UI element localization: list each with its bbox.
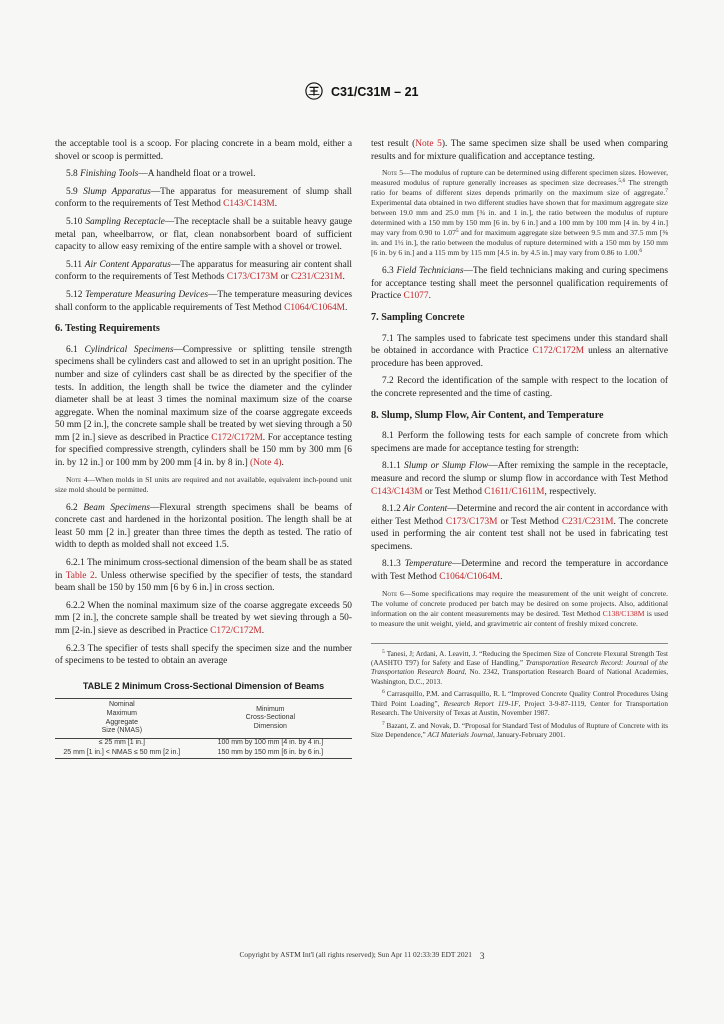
footnote-6: $^6$ Carrasquillo, P.M. and Carrasquillo, R. L “Improved Concrete Quality Control Procedures Using Third Point Loading”, Research Report 119-1F, Project 3-9-87-1119, Center for Transportation Research. The University of Texas at Austin, November 1987. bbox=[371, 689, 668, 718]
link-c172[interactable]: C172/C172M bbox=[210, 626, 262, 636]
link-c143[interactable]: C143/C143M bbox=[371, 486, 423, 497]
table-row: 25 mm [1 in.] < NMAS ≤ 50 mm [2 in.] 150 mm by 150 mm [6 in. by 6 in.] bbox=[55, 748, 352, 758]
section-5-11: 5.11 Air Content Apparatus—The apparatus for measuring air content shall conform to the requirements of Test Methods C173/C173M or C231/C231M. bbox=[55, 259, 352, 283]
link-c231[interactable]: C231/C231M bbox=[561, 516, 614, 527]
section-6-2-1: 6.2.1 The minimum cross-sectional dimension of the beam shall be as stated in Table 2. Unless otherwise specified by the specifier of tests, the standard beam shall be 150 by 150 mm [6 by 6 in.] in cross section. bbox=[55, 558, 353, 594]
link-c1064[interactable]: C1064/C1064M bbox=[439, 572, 501, 583]
section-5-8: 5.8 Finishing Tools—A handheld float or a trowel. bbox=[66, 169, 256, 180]
note-5: Note 5—The modulus of rupture can be determined using different specimen sizes. However, measured modulus of rupture generally increases as specimen size decreases.$^{5,6}$ The strength ratio for beams of different sizes depends primarily on the maximum size of aggregate.$^7$ Experimental data obtained in two different studies have shown that for maximum aggregate size between 19.0 mm and 25.0 mm [¾ in. and 1 in.], the ratio between the modulus of rupture determined with a 150 mm by 150 mm [6 in. by 6 in.] and a 100 mm by 100 mm [4 in. by 4 in.] may vary from 0.90 to 1.07$^5$ and for maximum aggregate size between 9.5 mm and 37.5 mm [⅜ in. and 1½ in.], the ratio between the modulus of rupture determined with a 150 mm by 150 mm [6 in. by 6 in.] and a 115 mm by 115 mm [4.5 in. by 4.5 in.] may vary from 0.86 to 1.00.$^6$ bbox=[371, 168, 669, 258]
footnote-5: $^5$ Tanesi, J; Ardani, A. Leavitt, J. “Reducing the Specimen Size of Concrete Flexural Strength Test (AASHTO T97) for Safety and Ease of Handling,” Transportation Research Record: Journal of the Transportation Research Board, No. 2342, Transportation Research Board of National Academies, Washington, D.C., 2013. bbox=[371, 648, 668, 686]
section-8-1-3: 8.1.3 Temperature—Determine and record the temperature in accordance with Test Method C1064/C1064M. bbox=[371, 559, 669, 583]
section-8-1-1: 8.1.1 Slump or Slump Flow—After remixing the sample in the receptacle, measure and record the slump or slump flow in accordance with Test Method C143/C143M or Test Method C1611/C1611M, respectively. bbox=[371, 461, 669, 497]
paragraph-continued: the acceptable tool is a scoop. For placing concrete in a beam mold, either a shovel or scoop is permitted. bbox=[55, 139, 352, 162]
section-6-2-3: 6.2.3 The specifier of tests shall specify the specimen size and the number of specimens to be tested to obtain an average bbox=[55, 643, 352, 667]
link-c173[interactable]: C173/C173M bbox=[226, 272, 279, 283]
section-6-1: 6.1 Cylindrical Specimens—Compressive or splitting tensile strength specimens shall be cylinders cast and allowed to set in an upright position. The number and size of cylinders cast shall be as directed by the specifier of the tests. In addition, the length shall be twice the diameter and the cylinder diameter shall be at least 3 times the nominal maximum size of the coarse aggregate. When the nominal maximum size of the coarse aggregate exceeds 50 mm [2 in.], the concrete sample shall be treated by wet sieving through a 50 mm [2 in.] sieve as described in Practice C172/C172M. For acceptance testing for specified compressive strength, cylinders shall be 150 mm by 300 mm [6 in. by 12 in.] or 100 mm by 200 mm [4 in. by 8 in.] (Note 4). bbox=[55, 344, 352, 469]
note-6: Note 6—Some specifications may require the measurement of the unit weight of concrete. The volume of concrete produced per batch may be desired on some projects. Also, additional information on the air content measurements may be desired. Test Method C138/C138M is used to measure the unit weight, yield, and gravimetric air content of freshly mixed concrete. bbox=[371, 588, 668, 628]
link-c173[interactable]: C173/C173M bbox=[445, 516, 498, 527]
section-8-heading: 8. Slump, Slump Flow, Air Content, and Temperature bbox=[371, 409, 604, 421]
link-note-4[interactable]: (Note 4) bbox=[250, 458, 282, 469]
section-7-1: 7.1 The samples used to fabricate test specimens under this standard shall be obtained in accordance with Practice C172/C172M unless an alternative procedure has been approved. bbox=[371, 333, 668, 369]
paragraph-continued: test result (Note 5). The same specimen size shall be used when comparing results and for mixture qualification and acceptance testing. bbox=[371, 139, 668, 162]
section-6-3: 6.3 Field Technicians—The field technicians making and curing specimens for acceptance testing shall meet the personnel qualification requirements of Practice C1077. bbox=[371, 266, 669, 302]
link-c172[interactable]: C172/C172M bbox=[211, 432, 263, 443]
table-header: Nominal Maximum Aggregate Size (NMAS) bbox=[101, 701, 143, 735]
link-note-5[interactable]: Note 5 bbox=[415, 139, 442, 149]
table-row: ≤ 25 mm [1 in.] 100 mm by 100 mm [4 in. by 4 in.] bbox=[98, 739, 324, 747]
left-column bbox=[55, 138, 352, 759]
link-c143[interactable]: C143/C143M bbox=[223, 199, 275, 210]
table-header: Minimum Cross-Sectional Dimension bbox=[245, 705, 296, 730]
section-7-heading: 7. Sampling Concrete bbox=[371, 311, 465, 323]
link-c1077[interactable]: C1077 bbox=[403, 291, 429, 302]
link-c138[interactable]: C138/C138M bbox=[602, 608, 645, 618]
page-footer bbox=[0, 949, 724, 964]
standard-designation: C31/C31M – 21 bbox=[330, 85, 419, 99]
table-2 bbox=[55, 698, 352, 759]
link-c1611[interactable]: C1611/C1611M bbox=[484, 486, 545, 497]
footnote-7: $^7$ Bazant, Z. and Novak, D. “Proposal for Standard Test of Modulus of Rupture of Concrete with its Size Dependence,” ACI Materials Journal, January-February 2001. bbox=[371, 720, 668, 739]
section-6-heading: 6. Testing Requirements bbox=[55, 323, 160, 335]
section-6-2-2: 6.2.2 When the nominal maximum size of the coarse aggregate exceeds 50 mm [2 in.], the concrete sample shall be treated by wet sieving through a 50-mm [2-in.] sieve as described in Practice C172/C172M. bbox=[55, 600, 352, 636]
astm-logo-icon bbox=[305, 82, 323, 100]
table-2-title: TABLE 2 Minimum Cross-Sectional Dimension of Beams bbox=[82, 680, 325, 691]
section-5-9: 5.9 Slump Apparatus—The apparatus for measurement of slump shall conform to the requirements of Test Method C143/C143M. bbox=[55, 186, 353, 210]
page-number: 3 bbox=[479, 952, 485, 962]
page-header bbox=[0, 82, 724, 100]
section-8-1-2: 8.1.2 Air Content—Determine and record the air content in accordance with either Test Method C173/C173M or Test Method C231/C231M. The concrete used in performing the air content test shall not be used in fabricating test specimens. bbox=[371, 504, 668, 552]
section-6-2: 6.2 Beam Specimens—Flexural strength specimens shall be beams of concrete cast and hardened in the horizontal position. The length shall be at least 50 mm [2 in.] greater than three times the depth as tested. The ratio of width to depth as molded shall not exceed 1.5. bbox=[55, 502, 353, 551]
section-5-12: 5.12 Temperature Measuring Devices—The temperature measuring devices shall conform to the applicable requirements of Test Method C1064/C1064M. bbox=[55, 289, 353, 313]
link-c1064[interactable]: C1064/C1064M bbox=[284, 302, 346, 313]
link-table-2[interactable]: Table 2 bbox=[65, 570, 95, 581]
section-8-1: 8.1 Perform the following tests for each sample of concrete from which specimens are made for acceptance testing for strength: bbox=[371, 431, 668, 454]
right-column bbox=[371, 138, 668, 743]
section-7-2: 7.2 Record the identification of the sample with respect to the location of the concrete represented and the time of casting. bbox=[371, 376, 669, 399]
note-4: Note 4—When molds in SI units are required and not available, equivalent inch-pound unit size mold should be permitted. bbox=[55, 474, 352, 494]
section-5-10: 5.10 Sampling Receptacle—The receptacle shall be a suitable heavy gauge metal pan, wheelbarrow, or flat, clean nonabsorbent board of sufficient capacity to allow easy remixing of the entire sample with a shovel or trowel. bbox=[55, 216, 352, 253]
copyright-notice: Copyright by ASTM Int'l (all rights reserved); Sun Apr 11 02:33:39 EDT 2021 bbox=[239, 950, 472, 959]
footnotes bbox=[371, 643, 668, 741]
link-c172[interactable]: C172/C172M bbox=[532, 346, 585, 357]
link-c231[interactable]: C231/C231M bbox=[290, 272, 343, 283]
